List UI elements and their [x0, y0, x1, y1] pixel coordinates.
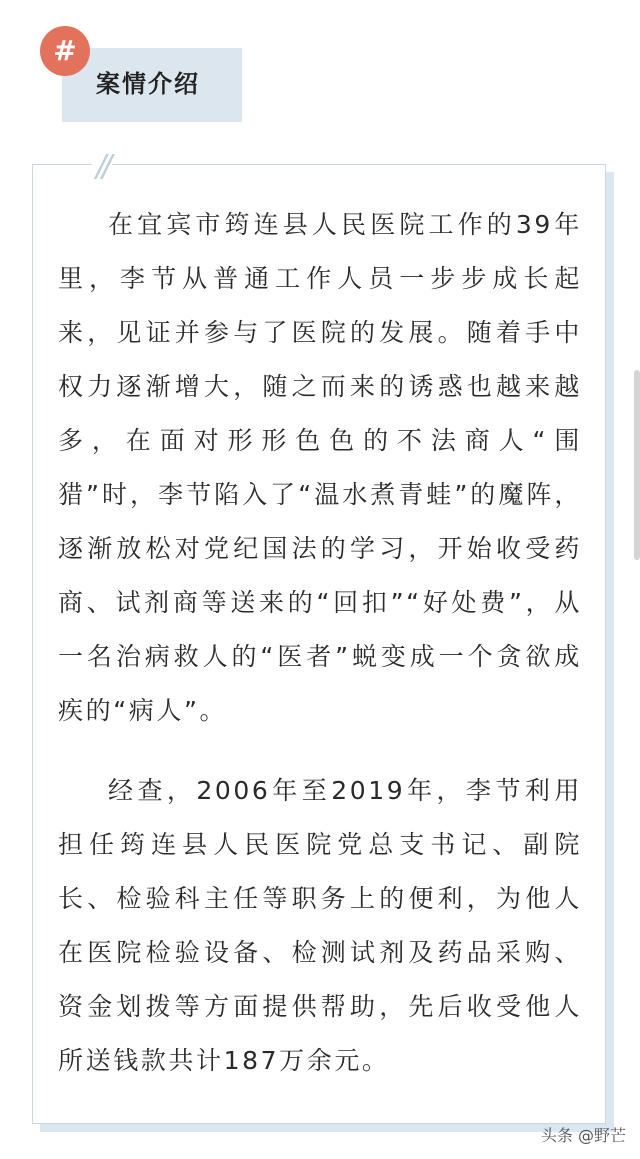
section-title: 案情介绍 [96, 70, 200, 98]
slash-decoration-icon: // [92, 152, 112, 182]
scrollbar-thumb[interactable] [634, 370, 640, 560]
hash-badge-icon: # [40, 26, 90, 76]
watermark-text: 头条 @野芒 [540, 1126, 626, 1145]
paragraph-intro: 在宜宾市筠连县人民医院工作的39年里，李节从普通工作人员一步步成长起来，见证并参与了医院的发展。随着手中权力逐渐增大，随之而来的诱惑也越来越多，在面对形形色色的不法商人“围猎”时，李节陷入了“温水煮青蛙”的魔阵，逐渐放松对党纪国法的学习，开始收受药商、试剂商等送来的“回扣”“好处费”，从一名治病救人的“医者”蜕变成一个贪欲成疾的“病人”。 [58, 210, 582, 725]
paragraph-investigation: 经查，2006年至2019年，李节利用担任筠连县人民医院党总支书记、副院长、检验科主任等职务上的便利，为他人在医院检验设备、检测试剂及药品采购、资金划拨等方面提供帮助，先后收受他人所送钱款共计187万余元。 [58, 776, 582, 1075]
